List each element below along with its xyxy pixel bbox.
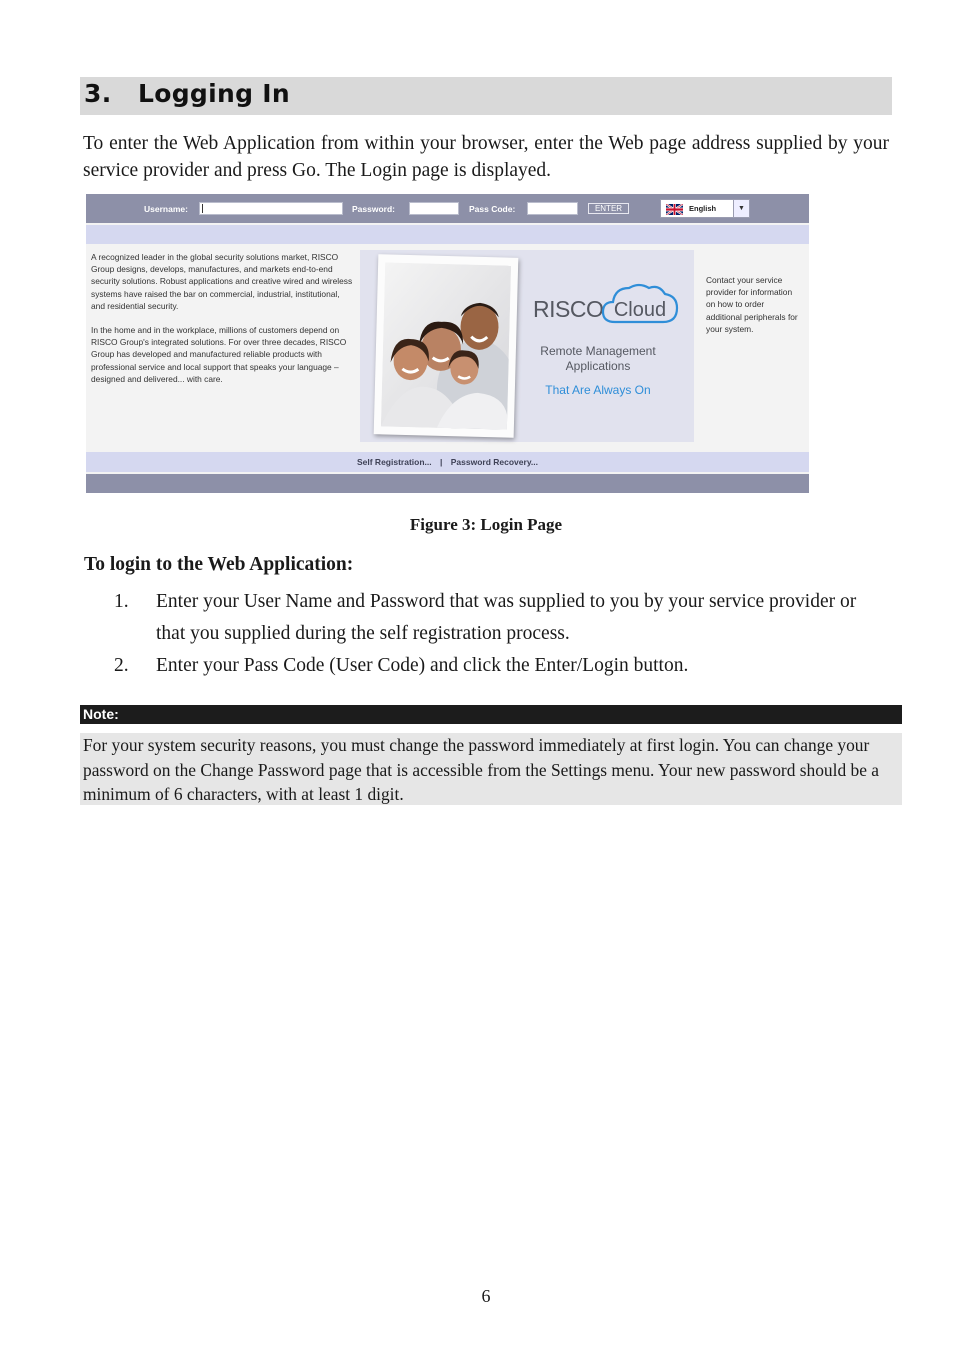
remote-management-text	[526, 344, 670, 374]
note-label: Note:	[83, 706, 119, 722]
remote-line-1: Remote Management	[540, 344, 656, 358]
intro-paragraph: To enter the Web Application from within your browser, enter the Web page address supplied by your service provider and press Go. The Login page is displayed.	[83, 133, 889, 181]
section-heading	[84, 79, 290, 108]
step-text: Enter your User Name and Password that was supplied to you by your service provider or that you supplied during the self registration process.	[156, 591, 857, 644]
section-number: 3.	[84, 79, 112, 108]
step-number: 2.	[114, 655, 129, 676]
language-value: English	[689, 204, 717, 213]
passcode-label: Pass Code:	[469, 204, 516, 214]
remote-line-2: Applications	[565, 359, 631, 373]
uk-flag-icon	[666, 204, 683, 215]
step-number: 1.	[114, 591, 129, 612]
self-registration-link[interactable]: Self Registration...	[356, 457, 432, 467]
password-input[interactable]	[409, 202, 459, 215]
login-footer-bar	[86, 474, 809, 493]
passcode-input[interactable]	[527, 202, 578, 215]
about-paragraph-1: A recognized leader in the global security solutions market, RISCO Group designs, develops, manufactures, and markets end-to-end security solutions. Robust applications and creative wired and wireless systems have raised the bar on commercial, industrial, institutional, and residential security.	[91, 252, 353, 311]
header-strip	[86, 225, 809, 244]
about-paragraph-2: In the home and in the workplace, millions of customers depend on RISCO Group's integrated solutions. For over three decades, RISCO Group has developed and manufactured reliable products with professional service and local support that speaks your language – designed and delivered... with care.	[91, 325, 347, 384]
brand-risco: RISCO	[533, 296, 604, 322]
page-number: 6	[481, 1286, 491, 1306]
password-label: Password:	[352, 204, 395, 214]
password-recovery-link[interactable]: Password Recovery...	[450, 457, 538, 467]
brand-cloud: Cloud	[613, 299, 667, 321]
chevron-down-icon[interactable]: ▼	[733, 200, 749, 217]
list-item	[0, 586, 954, 650]
contact-provider-text: Contact your service provider for information on how to order additional peripherals for your system.	[706, 275, 798, 334]
procedure-heading: To login to the Web Application:	[84, 554, 354, 575]
language-select[interactable]	[660, 199, 750, 218]
note-text: For your system security reasons, you must change the password immediately at first login. You can change your password on the Change Password page that is accessible from the Settings menu. Your new password should be a minimum of 6 characters, with at least 1 digit.	[83, 735, 879, 804]
risco-cloud-banner	[360, 250, 694, 442]
footer-links	[86, 457, 809, 467]
note-header-bar	[80, 705, 902, 724]
enter-button[interactable]: ENTER	[588, 203, 629, 214]
tagline: That Are Always On	[545, 383, 651, 397]
list-item	[0, 650, 954, 682]
username-label: Username:	[144, 204, 188, 214]
cloud-logo-icon	[601, 280, 679, 326]
family-photo-frame	[374, 254, 519, 438]
step-text: Enter your Pass Code (User Code) and click the Enter/Login button.	[156, 655, 689, 676]
login-page-screenshot	[86, 194, 809, 493]
section-title: Logging In	[138, 79, 290, 108]
link-separator: |	[439, 457, 443, 467]
username-input[interactable]	[199, 202, 343, 215]
figure-caption: Figure 3: Login Page	[409, 515, 563, 534]
about-risco-text	[91, 251, 353, 397]
family-photo	[381, 262, 511, 429]
steps-list	[0, 586, 954, 682]
